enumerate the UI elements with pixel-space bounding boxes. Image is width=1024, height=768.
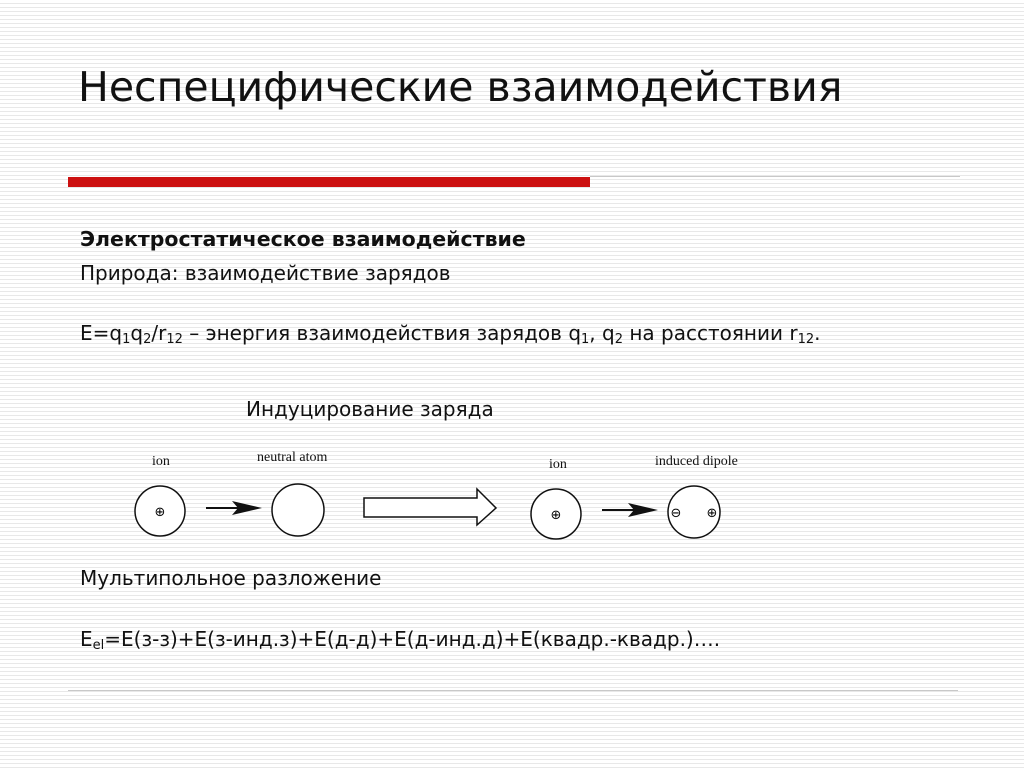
- ion-label-2: ion: [549, 457, 567, 472]
- plus-icon: ⊕: [550, 508, 562, 523]
- formula-text: E: [80, 627, 93, 651]
- formula-text: .: [814, 321, 821, 345]
- transition-arrow-icon: [364, 489, 496, 525]
- induction-caption: Индуцирование заряда: [246, 397, 494, 421]
- subscript: 2: [614, 332, 623, 347]
- formula-text: – энергия взаимодействия зарядов q: [182, 321, 582, 345]
- formula-text: q: [130, 321, 144, 345]
- title-underline-red: [68, 177, 590, 187]
- formula-text: =E(з-з)+E(з-инд.з)+E(д-д)+E(д-инд.д)+E(квадр.-квадр.)….: [104, 627, 721, 651]
- charge-induction-diagram: [120, 440, 760, 550]
- subscript: 12: [166, 332, 183, 347]
- subscript: 2: [143, 332, 152, 347]
- slide-title: Неспецифические взаимодействия: [78, 63, 843, 111]
- plus-icon: ⊕: [154, 505, 166, 520]
- ion-label-1: ion: [152, 454, 170, 469]
- subscript: el: [92, 638, 105, 653]
- formula-text: , q: [589, 321, 615, 345]
- nature-text: Природа: взаимодействие зарядов: [80, 261, 451, 285]
- subscript: 1: [122, 332, 131, 347]
- title-underline-gray: [590, 176, 960, 177]
- energy-formula: [80, 318, 880, 348]
- minus-icon: ⊖: [670, 506, 682, 521]
- formula-text: /r: [151, 321, 167, 345]
- multipole-heading: Мультипольное разложение: [80, 566, 382, 590]
- subscript: 12: [797, 332, 815, 347]
- neutral-atom-label: neutral atom: [257, 450, 328, 465]
- induction-svg: [120, 440, 760, 550]
- plus-icon: ⊕: [706, 506, 718, 521]
- induced-dipole-label: induced dipole: [655, 454, 738, 469]
- bottom-divider: [68, 690, 958, 691]
- subscript: 1: [581, 332, 590, 347]
- neutral-atom-circle: [272, 484, 324, 536]
- multipole-formula: [80, 624, 960, 654]
- section-heading: Электростатическое взаимодействие: [80, 227, 526, 251]
- formula-text: E=q: [80, 321, 123, 345]
- formula-text: на расстоянии r: [623, 321, 798, 345]
